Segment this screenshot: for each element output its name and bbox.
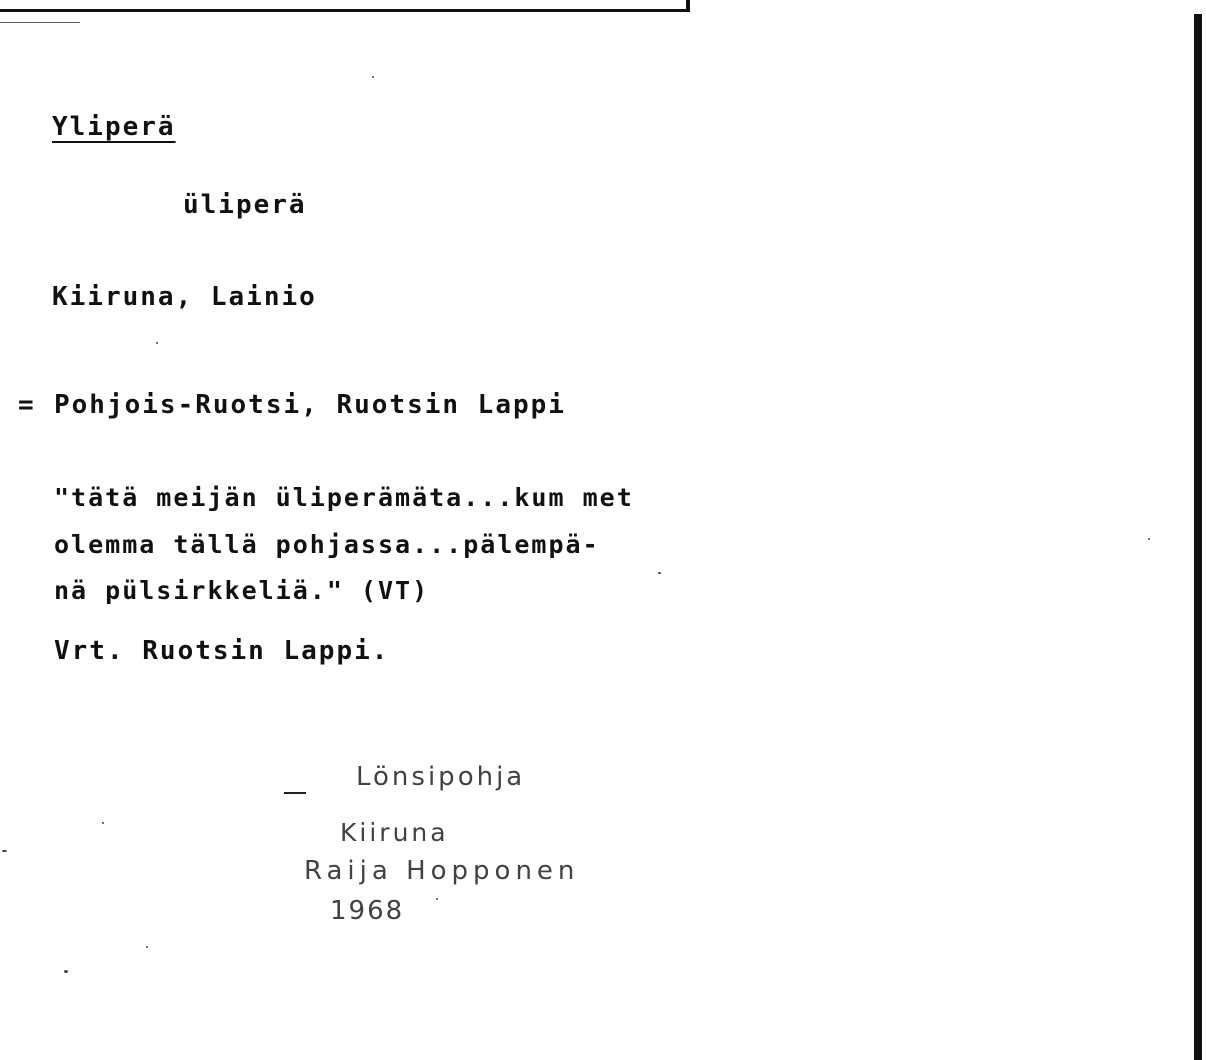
region-marker: = [18, 390, 36, 420]
scan-speck [436, 898, 438, 900]
place-name: Kiiruna, Lainio [52, 282, 317, 312]
quote-line-1: "tätä meijän üliperämäta...kum met [54, 483, 634, 512]
stamp-collector: Raija Hopponen [304, 856, 580, 886]
pronunciation: üliperä [183, 190, 307, 220]
scan-speck [102, 822, 104, 824]
scan-speck [1148, 538, 1150, 540]
scan-speck [146, 946, 148, 948]
stamp-year: 1968 [330, 896, 405, 926]
stamp-dash [284, 792, 306, 794]
scan-speck [156, 342, 158, 344]
quote-line-3: nä pülsirkkeliä." (VT) [54, 576, 430, 605]
stamp-place: Kiiruna [340, 818, 449, 847]
top-border-shadow [0, 22, 80, 23]
right-border [1194, 14, 1202, 1060]
quote-line-2: olemma tällä pohjassa...pälempä- [54, 530, 600, 559]
scan-speck [372, 76, 374, 78]
top-border [0, 9, 690, 12]
region-name: Pohjois-Ruotsi, Ruotsin Lappi [54, 390, 566, 420]
scan-speck [64, 970, 68, 973]
headword: Yliperä [52, 112, 176, 142]
top-border-corner [686, 0, 690, 12]
scan-speck [658, 572, 661, 574]
cross-reference: Vrt. Ruotsin Lappi. [54, 636, 390, 666]
scan-speck [2, 850, 7, 852]
stamp-region: Lönsipohja [356, 762, 526, 792]
